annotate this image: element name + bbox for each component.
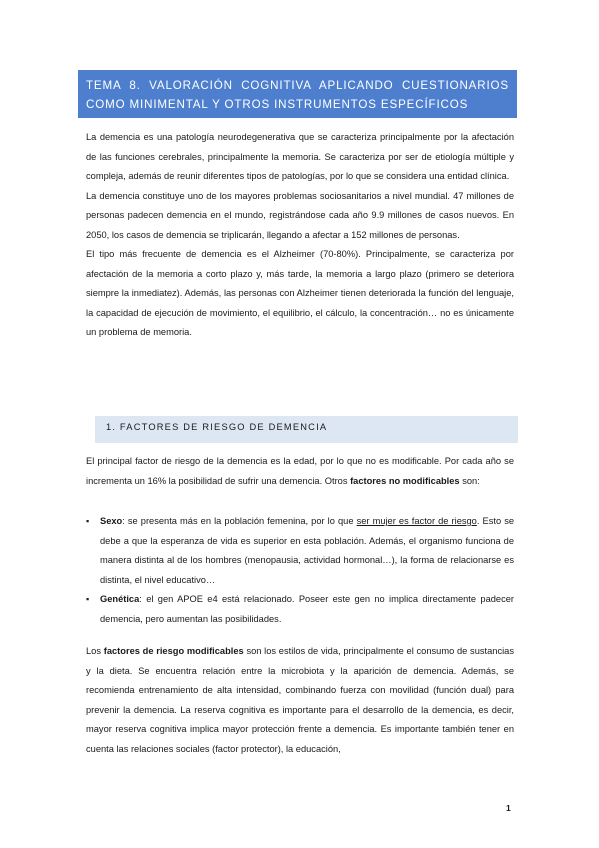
- intro-paragraph-3: El tipo más frecuente de demencia es el Alzheimer (70-80%). Principalmente, se caracteriza por afectación de la memoria a corto plazo y, más tarde, la memoria a largo plazo (primero se deteriora siempre la inmediatez). Además, las personas con Alzheimer tienen deteriorada la función del lenguaje, la capacidad de ejecución de movimiento, el equilibrio, el cálculo, la concentración… no es únicamente un problema de memoria.: [86, 249, 514, 337]
- section-heading-risk-factors: 1. FACTORES DE RIESGO DE DEMENCIA: [95, 416, 518, 443]
- risk-p2-text-c: son los estilos de vida, principalmente el consumo de sustancias y la dieta. Se encuentra relación entre la microbiota y la aparición de demencia. Además, se recomienda entrenamiento de alta intensidad, combinando fuerza con movilidad (función dual) para prevenir la demencia. La reserva cognitiva es importante para el desarrollo de la demencia, es decir, mayor reserva cognitiva implica mayor protección frente a demencia. Es importante también tener en cuenta las relaciones sociales (factor protector), la educación,: [86, 646, 514, 754]
- bullet-text-genetica: : el gen APOE e4 está relacionado. Poseer este gen no implica directamente padecer demencia, pero aumentan las posibilidades.: [100, 594, 514, 624]
- risk-p2-bold: factores de riesgo modificables: [103, 646, 244, 656]
- title-banner: [78, 70, 517, 118]
- intro-paragraph-1: La demencia es una patología neurodegenerativa que se caracteriza principalmente por la afectación de las funciones cerebrales, principalmente la memoria. Se caracteriza por ser de etiología múltiple y compleja, además de reunir diferentes tipos de patologías, por lo que se considera una entidad clínica.: [86, 132, 514, 181]
- bullet-label-sexo: Sexo: [100, 516, 123, 526]
- page-number: 1: [506, 803, 511, 813]
- intro-paragraph-2: La demencia constituye uno de los mayores problemas sociosanitarios a nivel mundial. 47 millones de personas padecen demencia en el mundo, registrándose cada año 9.9 millones de casos nuevos. En 2050, los casos de demencia se triplicarán, llegando a afectar a 152 millones de personas.: [86, 190, 514, 240]
- bullet-text-sexo-b: . Esto se debe a que la esperanza de vida es superior en esta población. Además, el organismo funciona de manera distinta al de los hombres (menopausia, actividad hormonal…), la forma de relacionarse es distinta, el nivel educativo…: [100, 516, 515, 585]
- bullet-text-sexo-underlined: ser mujer es factor de riesgo: [356, 516, 477, 526]
- risk-p1-bold: factores no modificables: [350, 475, 460, 486]
- risk-p2-text-a: Los: [86, 646, 104, 656]
- risk-paragraph-2: [86, 642, 514, 759]
- list-item-genetica: [86, 590, 514, 629]
- risk-paragraph-1: [86, 452, 514, 491]
- risk-p1-text-c: son:: [459, 475, 480, 486]
- risk-p1-text-a: El principal factor de riesgo de la demencia es la edad, por lo que no es modificable. Por cada año se incrementa un 16% la posibilidad de sufrir una demencia. Otros: [86, 456, 514, 486]
- bullet-icon: ▪: [86, 594, 90, 604]
- bullet-label-genetica: Genética: [100, 594, 140, 604]
- page-title: TEMA 8. VALORACIÓN COGNITIVA APLICANDO CUESTIONARIOS COMO MINIMENTAL Y OTROS INSTRUMENTOS ESPECÍFICOS: [86, 79, 509, 111]
- list-item-sexo: [86, 512, 514, 590]
- risk-bullet-list: [86, 512, 514, 629]
- intro-section: [86, 128, 514, 343]
- bullet-text-sexo-a: : se presenta más en la población femenina, por lo que: [122, 516, 357, 526]
- bullet-icon: ▪: [86, 516, 90, 526]
